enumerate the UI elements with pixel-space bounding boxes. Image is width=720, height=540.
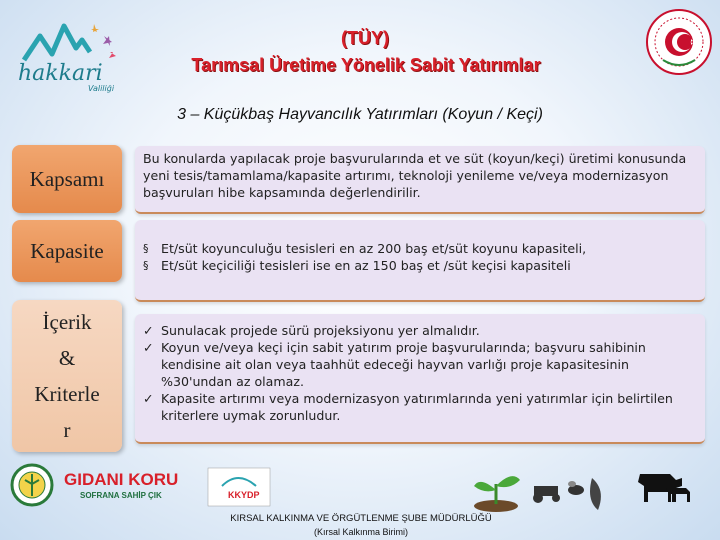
list-item: ✓ Sunulacak projede sürü projeksiyonu yer almalıdır.: [143, 323, 480, 338]
label-line: r: [63, 418, 71, 442]
svg-text:GIDANI KORU: GIDANI KORU: [64, 470, 179, 489]
bullet-mark: §: [143, 259, 149, 272]
section-subtitle: 3 – Küçükbaş Hayvancılık Yatırımları (Koyun / Keçi): [177, 106, 543, 123]
label-line: &: [58, 346, 76, 370]
label-kapasite-text: Kapasite: [30, 238, 104, 263]
kkydp-logo: [208, 468, 270, 506]
plant-sprout-icon: [474, 476, 520, 512]
content-kapsami: [135, 146, 705, 214]
bullet-mark: §: [143, 242, 149, 255]
svg-text:hakkari: hakkari: [18, 61, 103, 86]
label-kapasite: [12, 220, 122, 282]
svg-text:Valiliği: Valiliği: [88, 84, 115, 93]
bee-icon: [568, 481, 584, 495]
svg-text:KKYDP: KKYDP: [228, 490, 260, 500]
content-icerik-kriterler: [135, 314, 705, 444]
tractor-icon: [533, 486, 560, 503]
livestock-icon: [638, 474, 690, 502]
page-title-main: Tarımsal Üretime Yönelik Sabit Yatırımlar: [191, 55, 541, 75]
check-icon: ✓: [143, 340, 154, 355]
hakkari-logo: [10, 14, 128, 94]
list-item: ✓ Koyun ve/veya keçi için sabit yatırım proje başvurularında; başvuru sahibinin kendisine ait olan veya taahhüt edeceği hayvan varlığı proje kapasitesinin %30'undan az olamaz.: [143, 340, 646, 389]
label-line: Kriterle: [34, 382, 100, 406]
fish-icon: [590, 478, 601, 510]
content-kapasite: [135, 220, 705, 302]
list-item: § Et/süt keçiciliği tesisleri ise en az 150 baş et /süt keçisi kapasiteli: [143, 258, 571, 273]
cooperative-emblem-icon: [12, 465, 52, 505]
footer-department: KIRSAL KALKINMA VE ÖRGÜTLENME ŞUBE MÜDÜRLÜĞÜ: [230, 513, 492, 524]
label-icerik-kriterler: [12, 300, 122, 452]
footer-unit: (Kırsal Kalkınma Birimi): [313, 527, 408, 537]
list-item: ✓ Kapasite artırımı veya modernizasyon yatırımlarında yeni yatırımlar için belirtilen kriterlere uymak zorunludur.: [143, 391, 673, 423]
check-icon: ✓: [143, 391, 154, 406]
label-line: İçerik: [42, 310, 92, 334]
svg-text:SOFRANA SAHİP ÇIK: SOFRANA SAHİP ÇIK: [80, 491, 162, 500]
label-kapsami-text: Kapsamı: [29, 166, 105, 191]
kapsami-text: Bu konularda yapılacak proje başvurularında et ve süt (koyun/keçi) üretimi konusunda yeni tesis/tamamlama/kapasite artırımı, teknoloji yenileme ve/veya modernizasyon başvuruları hibe kapsamında değerlendirilir.: [143, 151, 687, 200]
check-icon: ✓: [143, 323, 154, 338]
page-title: (TÜY): [341, 28, 389, 48]
gida-koru-logo: [64, 470, 178, 500]
label-kapsami: [12, 145, 122, 213]
list-item: § Et/süt koyunculuğu tesisleri en az 200 baş et/süt koyunu kapasiteli,: [143, 241, 587, 256]
